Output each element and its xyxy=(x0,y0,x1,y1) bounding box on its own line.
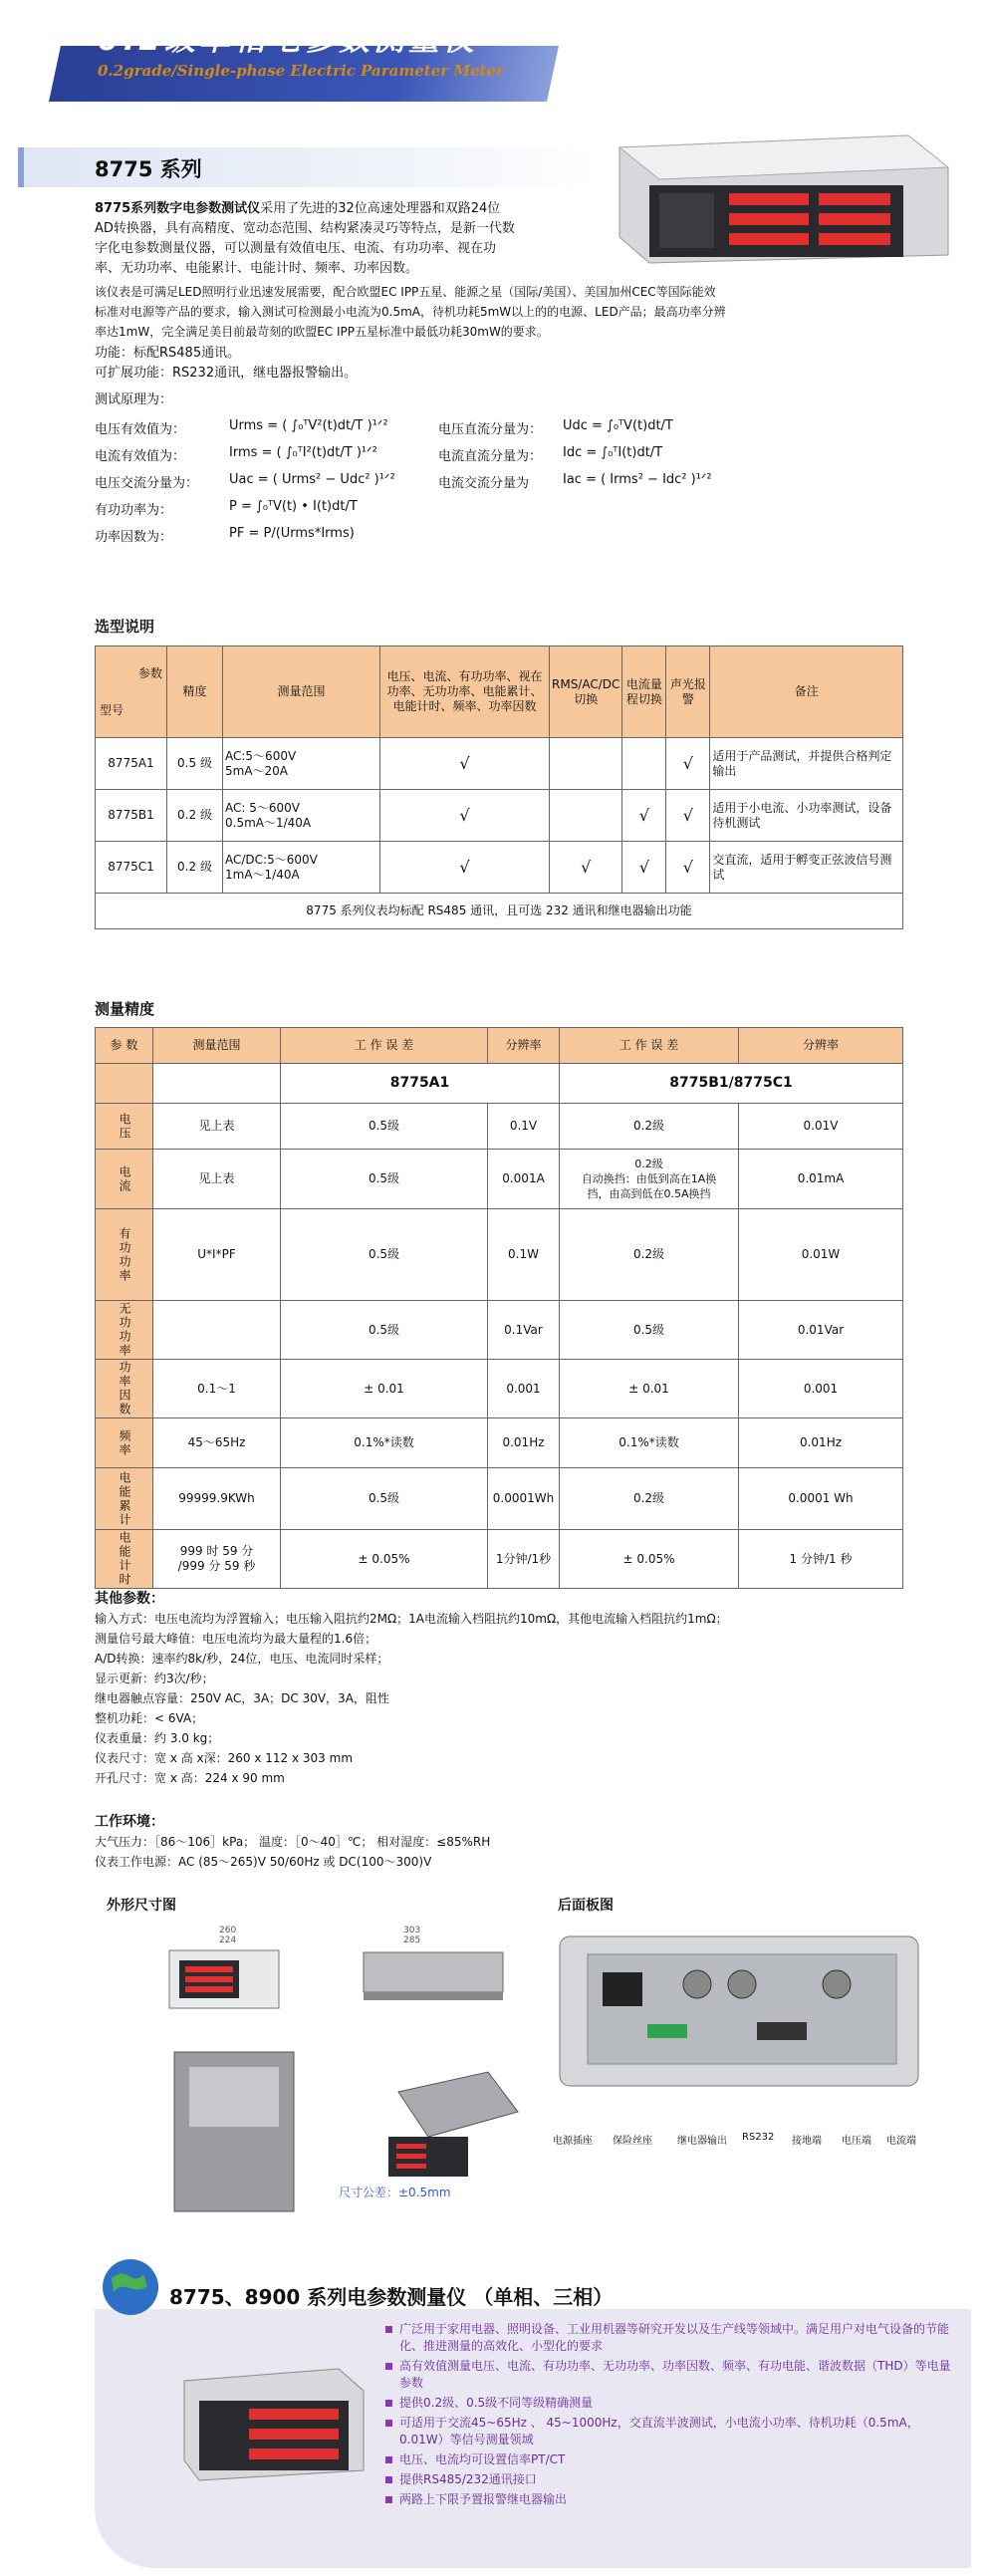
cell: ± 0.05% xyxy=(281,1530,488,1589)
principle-formula: Irms = ( ∫₀ᵀI²(t)dt/T )¹ᐟ² xyxy=(229,445,377,460)
table-row xyxy=(96,1209,903,1301)
cell: 0.1W xyxy=(488,1209,560,1301)
rear-label: 接地端 xyxy=(792,2136,822,2147)
rear-label: 电压端 xyxy=(842,2136,871,2147)
cell: 0.2级 xyxy=(560,1209,739,1301)
table-row xyxy=(96,842,903,894)
other-line: 仪表重量：约 3.0 kg； xyxy=(95,1731,220,1745)
list-item: 广泛用于家用电器、照明设备、工业用机器等研究开发以及生产线等领域中。满足用户对电气设备的节能化、推进测量的高效化、小型化的要求 xyxy=(383,2321,961,2355)
device-image xyxy=(610,128,958,267)
table-row xyxy=(96,738,903,790)
cell: 0.5级 xyxy=(560,1301,739,1360)
cell: √ xyxy=(666,842,710,894)
row-head: 电流 xyxy=(96,1150,153,1209)
table-row xyxy=(96,1530,903,1589)
col-precision: 精度 xyxy=(167,646,223,738)
principle-formula: P = ∫₀ᵀV(t) • I(t)dt/T xyxy=(229,499,358,514)
cell: √ xyxy=(622,790,666,842)
cell: √ xyxy=(622,842,666,894)
env-line: 大气压力：［86～106］kPa； 温度：［0～40］℃； 相对湿度：≤85%RH xyxy=(95,1835,491,1849)
rear-panel-drawing xyxy=(558,1934,921,2124)
table-row xyxy=(96,1150,903,1209)
accuracy-title: 测量精度 xyxy=(95,1000,155,1018)
list-item: 两路上下限予置报警继电器输出 xyxy=(383,2491,961,2508)
cell xyxy=(153,1301,281,1360)
row-head: 电能计时 xyxy=(96,1530,153,1589)
table-row xyxy=(96,1360,903,1418)
cell: AC: 5～600V 0.5mA～1/40A xyxy=(223,790,380,842)
selection-title: 选型说明 xyxy=(95,618,155,636)
principle-name: 有功功率为： xyxy=(95,503,173,518)
cell: √ xyxy=(550,842,622,894)
other-line: A/D转换：速率约8k/秒，24位，电压、电流同时采样； xyxy=(95,1652,389,1666)
cell: 8775A1 xyxy=(96,738,167,790)
cell: √ xyxy=(666,738,710,790)
principle-label: 测试原理为： xyxy=(95,392,173,407)
cell: 0.2级 自动换挡：由低到高在1A换 挡，由高到低在0.5A换挡 xyxy=(560,1150,739,1209)
accuracy-table xyxy=(95,1027,903,1589)
cell xyxy=(550,790,622,842)
list-item: 高有效值测量电压、电流、有功功率、无功功率、功率因数、频率、有功电能、谐波数据（THD）等电量参数 xyxy=(383,2358,961,2392)
row-head: 电能累计 xyxy=(96,1468,153,1530)
page-subtitle: 0.2grade/Single-phase Electric Parameter Meter xyxy=(98,62,504,80)
principle-name: 电流直流分量为： xyxy=(438,449,543,464)
cell: ± 0.05% xyxy=(560,1530,739,1589)
cell: 适用于小电流、小功率测试，设备待机测试 xyxy=(710,790,903,842)
header-cell: 工 作 误 差 xyxy=(281,1028,488,1064)
group-b: 8775B1/8775C1 xyxy=(560,1064,903,1104)
principle-name: 电压交流分量为： xyxy=(95,476,199,491)
cell: √ xyxy=(380,842,550,894)
cell: √ xyxy=(666,790,710,842)
principle-name: 电压直流分量为： xyxy=(438,422,543,437)
col-switch: 电流量程切换 xyxy=(622,646,666,738)
cell: 见上表 xyxy=(153,1150,281,1209)
cell: AC/DC:5～600V 1mA～1/40A xyxy=(223,842,380,894)
row-head: 有功功率 xyxy=(96,1209,153,1301)
intro-line-6: 率达1mW，完全满足美目前最苛刻的欧盟EC IPP五星标准中最低功耗30mW的要求。 xyxy=(95,325,549,339)
cell: 0.5级 xyxy=(281,1301,488,1360)
cell: 0.5级 xyxy=(281,1104,488,1150)
cell: 见上表 xyxy=(153,1104,281,1150)
tolerance-note: 尺寸公差：±0.5mm xyxy=(339,2186,451,2199)
table-row xyxy=(96,790,903,842)
cell: 0.5级 xyxy=(281,1468,488,1530)
promo-title: 8775、8900 系列电参数测量仪 （单相、三相） xyxy=(169,2285,614,2309)
intro-line-2: 字化电参数测量仪器，可以测量有效值电压、电流、有功功率、视在功 xyxy=(95,241,497,256)
cell: 适用于产品测试，并提供合格判定输出 xyxy=(710,738,903,790)
table-footer-row xyxy=(96,894,903,929)
cell: 0.2级 xyxy=(560,1468,739,1530)
intro-line-0: 8775系列数字电参数测试仪采用了先进的32位高速处理器和双路24位 xyxy=(95,201,501,216)
cell: ± 0.01 xyxy=(281,1360,488,1418)
intro-line-1: AD转换器，具有高精度、宽动态范围、结构紧凑灵巧等特点，是新一代数 xyxy=(95,221,515,236)
cell xyxy=(153,1064,281,1104)
cell: 0.1Var xyxy=(488,1301,560,1360)
promo-feature-list xyxy=(383,2321,961,2511)
principle-formula: Udc = ∫₀ᵀV(t)dt/T xyxy=(563,418,673,433)
cell xyxy=(550,738,622,790)
cell: 0.2 级 xyxy=(167,842,223,894)
rear-label: 电流端 xyxy=(886,2136,916,2147)
cell: 999 时 59 分 /999 分 59 秒 xyxy=(153,1530,281,1589)
intro-line-8: 可扩展功能：RS232通讯，继电器报警输出。 xyxy=(95,366,358,381)
cell: 99999.9KWh xyxy=(153,1468,281,1530)
cell: √ xyxy=(380,790,550,842)
header-cell: 分辨率 xyxy=(739,1028,903,1064)
cell: 0.1V xyxy=(488,1104,560,1150)
list-item: 电压、电流均可设置信率PT/CT xyxy=(383,2451,961,2468)
dim-label: 285 xyxy=(403,1935,421,1945)
row-head: 功率因数 xyxy=(96,1360,153,1418)
col-range: 测量范围 xyxy=(223,646,380,738)
cell: 0.2 级 xyxy=(167,790,223,842)
col-rms: RMS/AC/DC切换 xyxy=(550,646,622,738)
cell: 0.01Var xyxy=(739,1301,903,1360)
cell: 0.1～1 xyxy=(153,1360,281,1418)
dim-label: 224 xyxy=(219,1935,237,1945)
cell: 0.0001Wh xyxy=(488,1468,560,1530)
header-cell: 测量范围 xyxy=(153,1028,281,1064)
dim-label: 260 xyxy=(219,1926,237,1935)
env-title: 工作环境： xyxy=(95,1814,164,1830)
col-alarm: 声光报警 xyxy=(666,646,710,738)
env-line: 仪表工作电源：AC (85～265)V 50/60Hz 或 DC(100～300)V xyxy=(95,1855,432,1869)
cell: 8775C1 xyxy=(96,842,167,894)
cell: 1 分钟/1 秒 xyxy=(739,1530,903,1589)
cell: 8775B1 xyxy=(96,790,167,842)
rear-title: 后面板图 xyxy=(558,1898,614,1914)
table-row xyxy=(96,1468,903,1530)
cell: 0.001A xyxy=(488,1150,560,1209)
row-head: 电压 xyxy=(96,1104,153,1150)
cell: AC:5～600V 5mA～20A xyxy=(223,738,380,790)
list-item: 可适用于交流45~65Hz 、 45~1000Hz，交直流半波测试，小电流小功率、待机功耗（0.5mA，0.01W）等信号测量领域 xyxy=(383,2415,961,2448)
principle-formula: PF = P/(Urms*Irms) xyxy=(229,526,355,541)
cell: 0.01Hz xyxy=(488,1418,560,1468)
col-note: 备注 xyxy=(710,646,903,738)
table-row xyxy=(96,1104,903,1150)
cell: 0.01Hz xyxy=(739,1418,903,1468)
rear-label: 电源插座 xyxy=(553,2136,593,2147)
other-line: 输入方式：电压电流均为浮置输入；电压输入阻抗约2MΩ；1A电流输入档阻抗约10mΩ，其他电流输入档阻抗约1mΩ； xyxy=(95,1612,728,1626)
header-cell: 工 作 误 差 xyxy=(560,1028,739,1064)
other-line: 开孔尺寸：宽 x 高：224 x 90 mm xyxy=(95,1771,285,1785)
cell: 0.1%*读数 xyxy=(281,1418,488,1468)
cell: 0.01V xyxy=(739,1104,903,1150)
model-title: 8775 系列 xyxy=(95,157,202,181)
list-item: 提供0.2级、0.5级不同等级精确测量 xyxy=(383,2395,961,2412)
list-item: 提供RS485/232通讯接口 xyxy=(383,2471,961,2488)
col-params: 电压、电流、有功功率、视在功率、无功功率、电能累计、电能计时、频率、功率因数 xyxy=(380,646,550,738)
cell: 0.5级 xyxy=(281,1209,488,1301)
cell xyxy=(622,738,666,790)
cell: ± 0.01 xyxy=(560,1360,739,1418)
cell: U*I*PF xyxy=(153,1209,281,1301)
other-line: 仪表尺寸：宽 x 高 x深：260 x 112 x 303 mm xyxy=(95,1751,354,1765)
dim-label: 303 xyxy=(403,1926,421,1935)
cell: 0.1%*读数 xyxy=(560,1418,739,1468)
header-cell: 分辨率 xyxy=(488,1028,560,1064)
cell: 0.001 xyxy=(739,1360,903,1418)
principle-name: 功率因数为： xyxy=(95,530,173,545)
principle-name: 电压有效值为： xyxy=(95,422,186,437)
cell: 0.01mA xyxy=(739,1150,903,1209)
other-title: 其他参数： xyxy=(95,1591,164,1607)
cell: 0.5级 xyxy=(281,1150,488,1209)
principle-formula: Uac = ( Urms² − Udc² )¹ᐟ² xyxy=(229,472,395,487)
row-head: 无功功率 xyxy=(96,1301,153,1360)
globe-icon xyxy=(100,2256,161,2318)
principle-formula: Urms = ( ∫₀ᵀV²(t)dt/T )¹ᐟ² xyxy=(229,418,388,433)
cell: √ xyxy=(380,738,550,790)
rear-label: 保险丝座 xyxy=(613,2136,652,2147)
cell: 0.5 级 xyxy=(167,738,223,790)
dimension-drawings xyxy=(149,1923,538,2221)
header-cell: 参 数 xyxy=(96,1028,153,1064)
table-footer: 8775 系列仪表均标配 RS485 通讯，且可选 232 通讯和继电器输出功能 xyxy=(96,894,903,929)
other-line: 整机功耗：< 6VA； xyxy=(95,1711,204,1725)
selection-table xyxy=(95,645,903,929)
cell: 0.001 xyxy=(488,1360,560,1418)
table-header-row xyxy=(96,1028,903,1064)
dims-title: 外形尺寸图 xyxy=(107,1898,176,1914)
intro-line-5: 标准对电源等产品的要求，输入测试可检测最小电流为0.5mA，待机功耗5mW以上的的电源、LED产品；最高功率分辨 xyxy=(95,305,726,319)
other-line: 继电器触点容量：250V AC，3A；DC 30V，3A，阻性 xyxy=(95,1691,389,1705)
cell: 交直流，适用于孵变正弦波信号测试 xyxy=(710,842,903,894)
principle-formula: Iac = ( Irms² − Idc² )¹ᐟ² xyxy=(563,472,712,487)
group-a: 8775A1 xyxy=(281,1064,560,1104)
table-row xyxy=(96,1301,903,1360)
corner-header: 参数 型号 xyxy=(96,646,167,738)
intro-line-4: 该仪表是可满足LED照明行业迅速发展需要，配合欧盟EC IPP五星、能源之星（国际/美国）、美国加州CEC等国际能效 xyxy=(95,285,716,299)
principle-name: 电流有效值为： xyxy=(95,449,186,464)
cell xyxy=(96,1064,153,1104)
cell: 45～65Hz xyxy=(153,1418,281,1468)
principle-formula: Idc = ∫₀ᵀI(t)dt/T xyxy=(563,445,663,460)
promo-device-image xyxy=(179,2351,369,2490)
intro-line-3: 率、无功功率、电能累计、电能计时、频率、功率因数。 xyxy=(95,261,419,276)
cell: 0.01W xyxy=(739,1209,903,1301)
table-row xyxy=(96,1418,903,1468)
cell: 0.0001 Wh xyxy=(739,1468,903,1530)
principle-name: 电流交流分量为 xyxy=(438,476,530,491)
page-title: 0.2级单相电参数测量仪 xyxy=(98,22,478,58)
rear-label: RS232 xyxy=(742,2132,775,2143)
cell: 1分钟/1秒 xyxy=(488,1530,560,1589)
other-line: 测量信号最大峰值：电压电流均为最大量程的1.6倍； xyxy=(95,1632,377,1646)
other-line: 显示更新：约3次/秒； xyxy=(95,1672,214,1685)
group-row xyxy=(96,1064,903,1104)
row-head: 频率 xyxy=(96,1418,153,1468)
rear-label: 继电器输出 xyxy=(677,2136,727,2147)
cell: 0.2级 xyxy=(560,1104,739,1150)
intro-line-7: 功能：标配RS485通讯。 xyxy=(95,346,241,361)
